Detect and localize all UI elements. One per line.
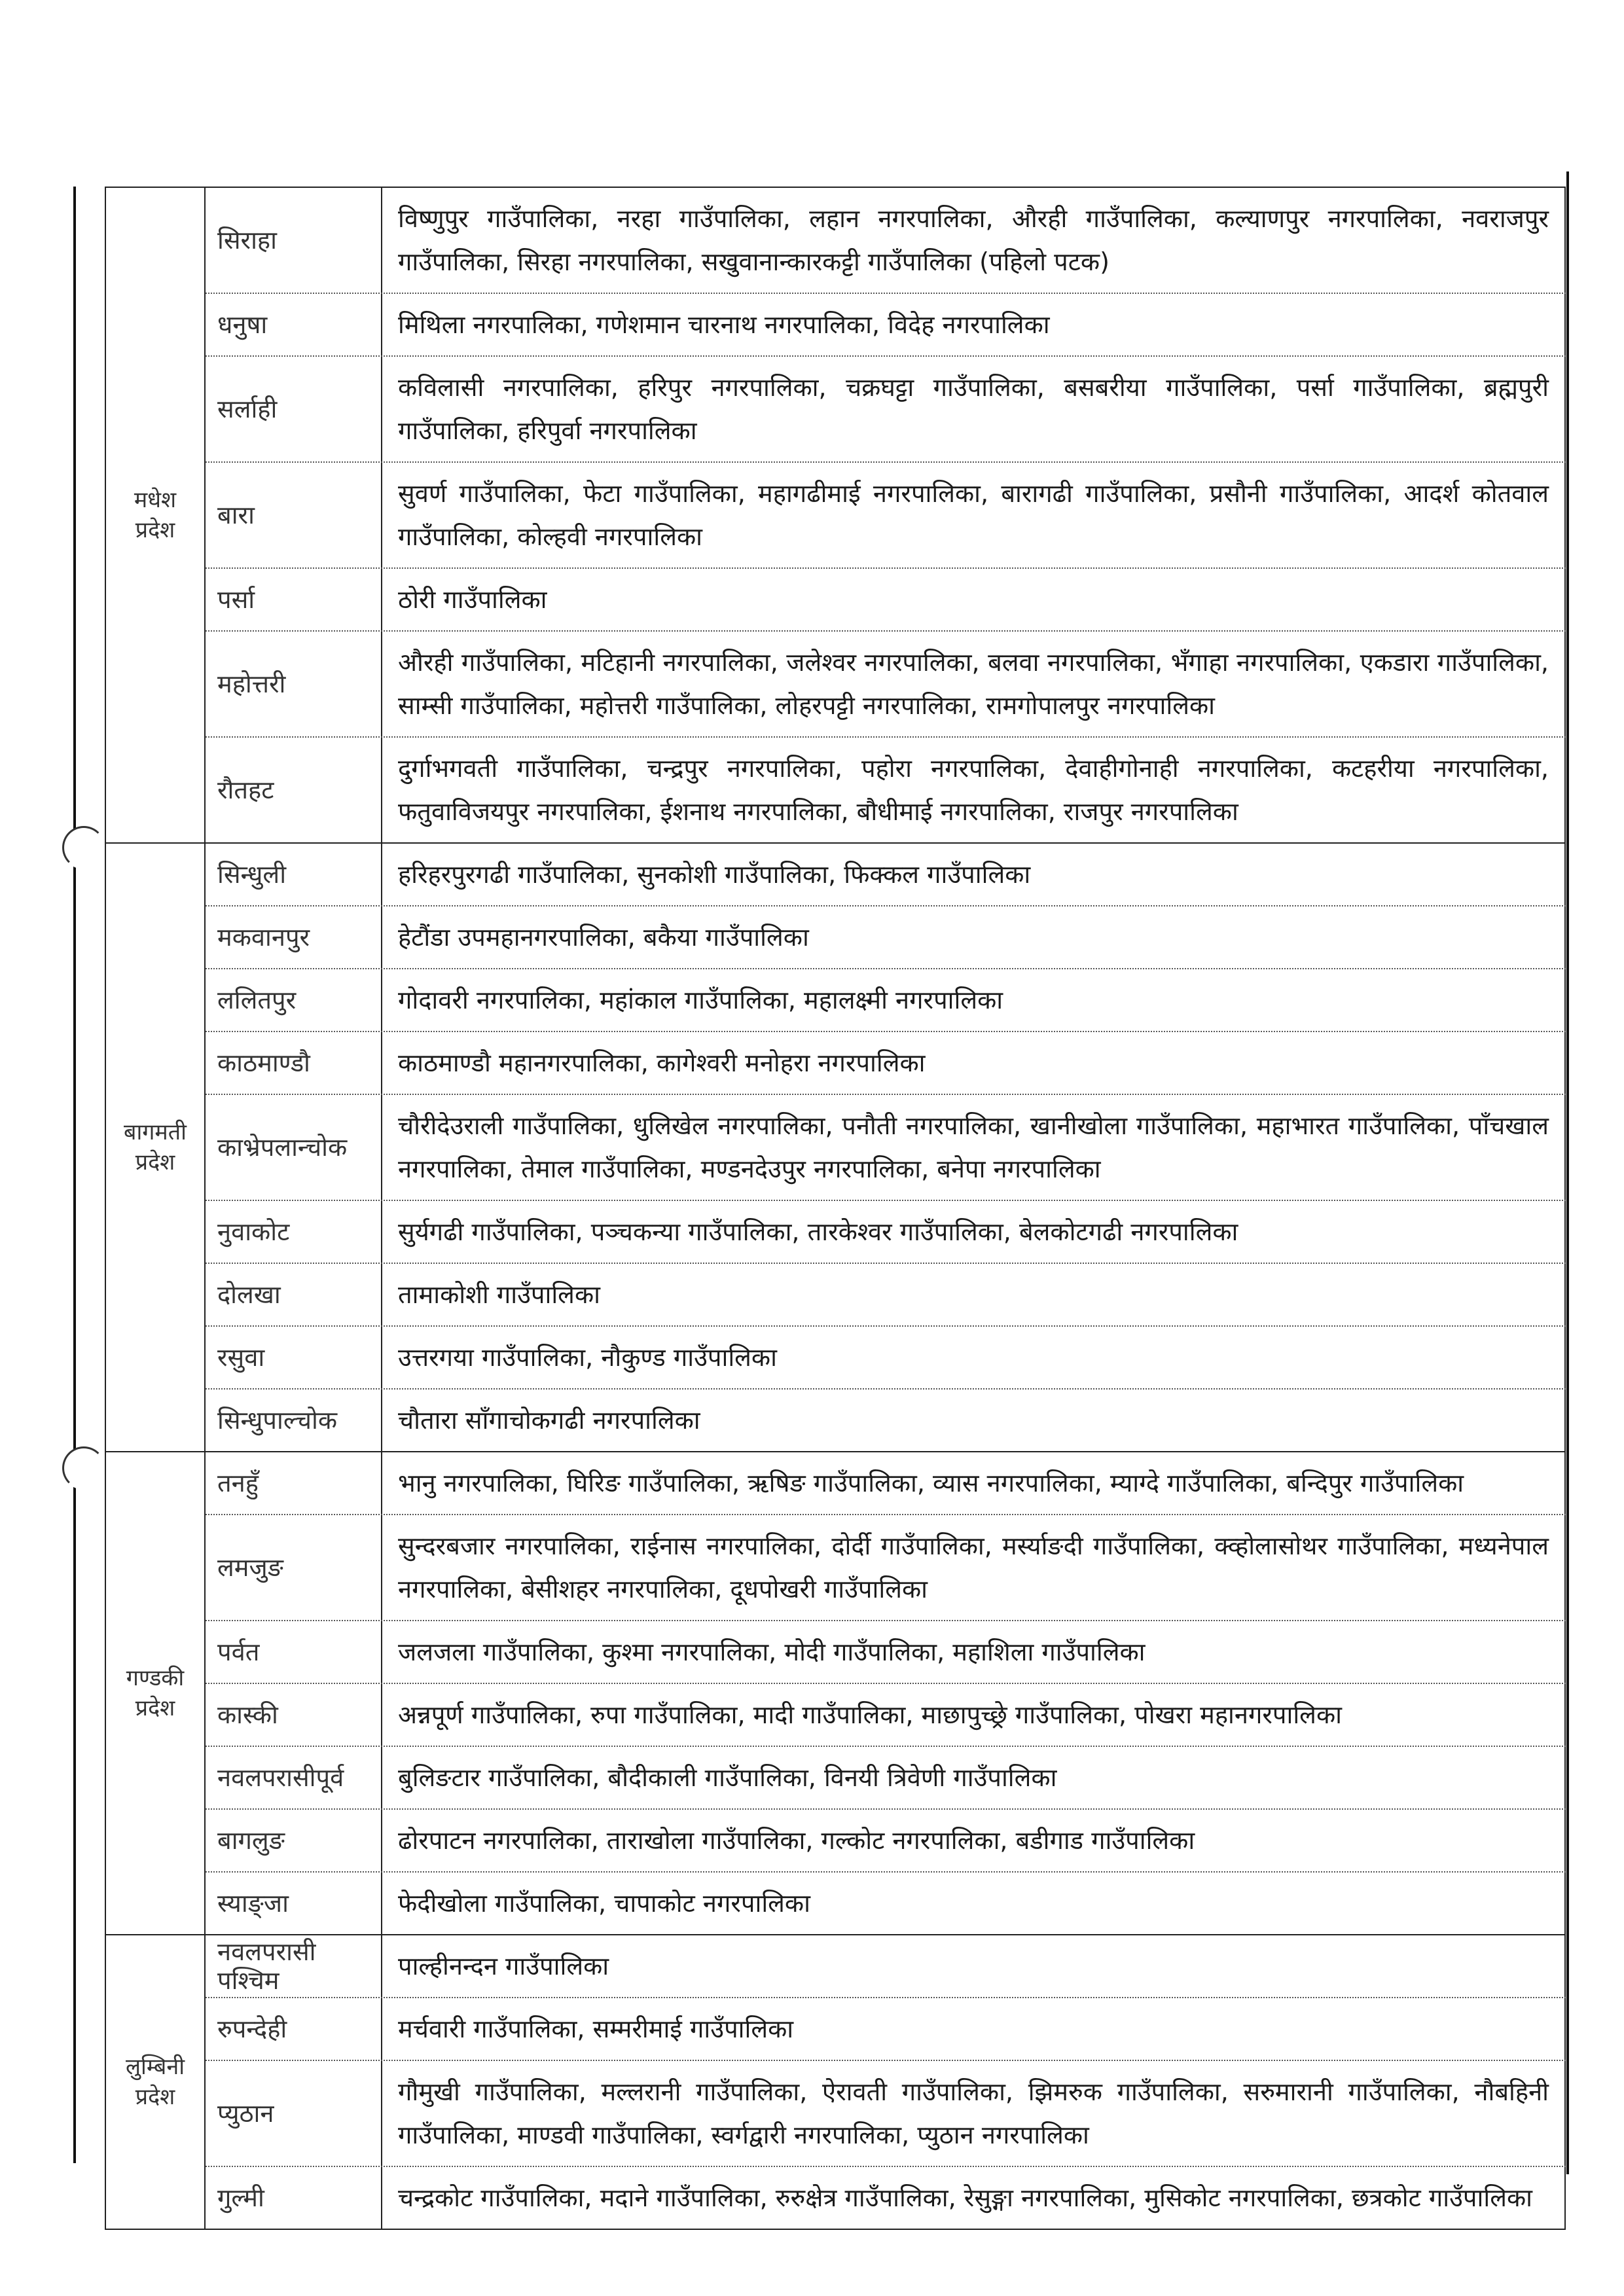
municipality-list: फेदीखोला गाउँपालिका, चापाकोट नगरपालिका [382,1873,1566,1934]
table-row [206,1264,1566,1327]
table-row [206,1515,1566,1621]
district-name: मकवानपुर [206,906,382,968]
district-name: रुपन्देही [206,1998,382,2060]
table-row [206,1873,1566,1934]
table-row [206,1095,1566,1201]
province-name: लुम्बिनी प्रदेश [106,1935,206,2229]
district-name: काठमाण्डौ [206,1032,382,1094]
municipality-list: हेटौंडा उपमहानगरपालिका, बकैया गाउँपालिका [382,906,1566,968]
right-margin-line [1566,171,1569,2174]
municipality-list: सुर्यगढी गाउँपालिका, पञ्चकन्या गाउँपालिका, तारकेश्वर गाउँपालिका, बेलकोटगढी नगरपालिका [382,1201,1566,1263]
table-row [206,1810,1566,1873]
province-block [106,1934,1566,2229]
municipality-list: मर्चवारी गाउँपालिका, सम्मरीमाई गाउँपालिका [382,1998,1566,2060]
municipality-list: सुन्दरबजार नगरपालिका, राईनास नगरपालिका, दोर्दी गाउँपालिका, मर्स्याङदी गाउँपालिका, क्व्होलासोथर गाउँपालिका, मध्यनेपाल नगरपालिका, बेसीशहर नगरपालिका, दूधपोखरी गाउँपालिका [382,1515,1566,1620]
district-name: बारा [206,463,382,567]
district-name: नवलपरासीपूर्व [206,1747,382,1808]
district-name: नुवाकोट [206,1201,382,1263]
table-row [206,1998,1566,2061]
table-row [206,1032,1566,1095]
punch-hole-mark [62,1446,105,1490]
municipality-list: ढोरपाटन नगरपालिका, ताराखोला गाउँपालिका, गल्कोट नगरपालिका, बडीगाड गाउँपालिका [382,1810,1566,1871]
district-name: तनहुँ [206,1452,382,1514]
municipality-list: पाल्हीनन्दन गाउँपालिका [382,1935,1566,1997]
municipality-list: जलजला गाउँपालिका, कुश्मा नगरपालिका, मोदी गाउँपालिका, महाशिला गाउँपालिका [382,1621,1566,1683]
municipality-list: चौतारा साँगाचोकगढी नगरपालिका [382,1390,1566,1451]
table-row [206,1452,1566,1515]
table-row [206,1684,1566,1747]
table-row [206,844,1566,906]
table-row [206,1747,1566,1810]
district-name: पर्वत [206,1621,382,1683]
municipality-list: चौरीदेउराली गाउँपालिका, धुलिखेल नगरपालिका, पनौती नगरपालिका, खानीखोला गाउँपालिका, महाभारत गाउँपालिका, पाँचखाल नगरपालिका, तेमाल गाउँपालिका, मण्डनदेउपुर नगरपालिका, बनेपा नगरपालिका [382,1095,1566,1200]
municipality-list: गोदावरी नगरपालिका, महांकाल गाउँपालिका, महालक्ष्मी नगरपालिका [382,969,1566,1031]
district-name: रौतहट [206,738,382,842]
municipality-list: गौमुखी गाउँपालिका, मल्लरानी गाउँपालिका, ऐरावती गाउँपालिका, झिमरुक गाउँपालिका, सरुमारानी गाउँपालिका, नौबहिनी गाउँपालिका, माण्डवी गाउँपालिका, स्वर्गद्वारी नगरपालिका, प्युठान नगरपालिका [382,2061,1566,2166]
municipality-list: काठमाण्डौ महानगरपालिका, कागेश्वरी मनोहरा नगरपालिका [382,1032,1566,1094]
punch-hole-mark [62,826,105,869]
table-row [206,1390,1566,1451]
district-name: सिन्धुली [206,844,382,905]
table-row [206,463,1566,569]
district-name: बागलुङ [206,1810,382,1871]
municipality-list: औरही गाउँपालिका, मटिहानी नगरपालिका, जलेश्वर नगरपालिका, बलवा नगरपालिका, भँगाहा नगरपालिका, एकडारा गाउँपालिका, साम्सी गाउँपालिका, महोत्तरी गाउँपालिका, लोहरपट्टी नगरपालिका, रामगोपालपुर नगरपालिका [382,632,1566,736]
municipality-list: बुलिङटार गाउँपालिका, बौदीकाली गाउँपालिका, विनयी त्रिवेणी गाउँपालिका [382,1747,1566,1808]
district-name: काभ्रेपलान्चोक [206,1095,382,1200]
table-row [206,1327,1566,1390]
table-row [206,632,1566,738]
municipality-list: दुर्गाभगवती गाउँपालिका, चन्द्रपुर नगरपालिका, पहोरा नगरपालिका, देवाहीगोनाही नगरपालिका, कटहरीया नगरपालिका, फतुवाविजयपुर नगरपालिका, ईशनाथ नगरपालिका, बौधीमाई नगरपालिका, राजपुर नगरपालिका [382,738,1566,842]
table-row [206,906,1566,969]
municipality-list: विष्णुपुर गाउँपालिका, नरहा गाउँपालिका, लहान नगरपालिका, औरही गाउँपालिका, कल्याणपुर नगरपालिका, नवराजपुर गाउँपालिका, सिरहा नगरपालिका, सखुवानान्कारकट्टी गाउँपालिका (पहिलो पटक) [382,188,1566,293]
district-name: दोलखा [206,1264,382,1325]
district-name: पर्सा [206,569,382,630]
table-row [206,294,1566,357]
municipality-list: उत्तरगया गाउँपालिका, नौकुण्ड गाउँपालिका [382,1327,1566,1388]
province-name: गण्डकी प्रदेश [106,1452,206,1934]
district-name: लमजुङ [206,1515,382,1620]
table-row [206,969,1566,1032]
table-row [206,2061,1566,2167]
municipality-list: सुवर्ण गाउँपालिका, फेटा गाउँपालिका, महागढीमाई नगरपालिका, बारागढी गाउँपालिका, प्रसौनी गाउँपालिका, आदर्श कोतवाल गाउँपालिका, कोल्हवी नगरपालिका [382,463,1566,567]
municipality-list: कविलासी नगरपालिका, हरिपुर नगरपालिका, चक्रघट्टा गाउँपालिका, बसबरीया गाउँपालिका, पर्सा गाउँपालिका, ब्रह्मपुरी गाउँपालिका, हरिपुर्वा नगरपालिका [382,357,1566,461]
province-block [106,187,1566,842]
province-name: बागमती प्रदेश [106,844,206,1451]
table-row [206,569,1566,632]
district-name: ललितपुर [206,969,382,1031]
district-name: रसुवा [206,1327,382,1388]
table-row [206,1621,1566,1684]
table-row [206,1201,1566,1264]
province-block [106,1451,1566,1934]
municipality-list: ठोरी गाउँपालिका [382,569,1566,630]
district-name: नवलपरासी पश्चिम [206,1935,382,1997]
district-name: प्युठान [206,2061,382,2166]
province-name: मधेश प्रदेश [106,188,206,842]
district-name: स्याङ्जा [206,1873,382,1934]
left-margin-line [73,187,76,2163]
district-name: सर्लाही [206,357,382,461]
district-name: गुल्मी [206,2167,382,2229]
district-name: कास्की [206,1684,382,1746]
district-name: महोत्तरी [206,632,382,736]
district-name: सिराहा [206,188,382,293]
municipality-list: भानु नगरपालिका, घिरिङ गाउँपालिका, ऋषिङ गाउँपालिका, व्यास नगरपालिका, म्याग्दे गाउँपालिका, बन्दिपुर गाउँपालिका [382,1452,1566,1514]
table-row [206,2167,1566,2229]
table-row [206,738,1566,842]
municipality-list: मिथिला नगरपालिका, गणेशमान चारनाथ नगरपालिका, विदेह नगरपालिका [382,294,1566,355]
municipality-list: तामाकोशी गाउँपालिका [382,1264,1566,1325]
table-row [206,1935,1566,1998]
municipality-list: चन्द्रकोट गाउँपालिका, मदाने गाउँपालिका, रुरुक्षेत्र गाउँपालिका, रेसुङ्गा नगरपालिका, मुसिकोट नगरपालिका, छत्रकोट गाउँपालिका [382,2167,1566,2229]
table-row [206,357,1566,463]
municipality-table [105,187,1566,2230]
municipality-list: हरिहरपुरगढी गाउँपालिका, सुनकोशी गाउँपालिका, फिक्कल गाउँपालिका [382,844,1566,905]
district-name: सिन्धुपाल्चोक [206,1390,382,1451]
district-name: धनुषा [206,294,382,355]
table-row [206,188,1566,294]
province-block [106,842,1566,1451]
municipality-list: अन्नपूर्ण गाउँपालिका, रुपा गाउँपालिका, मादी गाउँपालिका, माछापुच्छ्रे गाउँपालिका, पोखरा महानगरपालिका [382,1684,1566,1746]
